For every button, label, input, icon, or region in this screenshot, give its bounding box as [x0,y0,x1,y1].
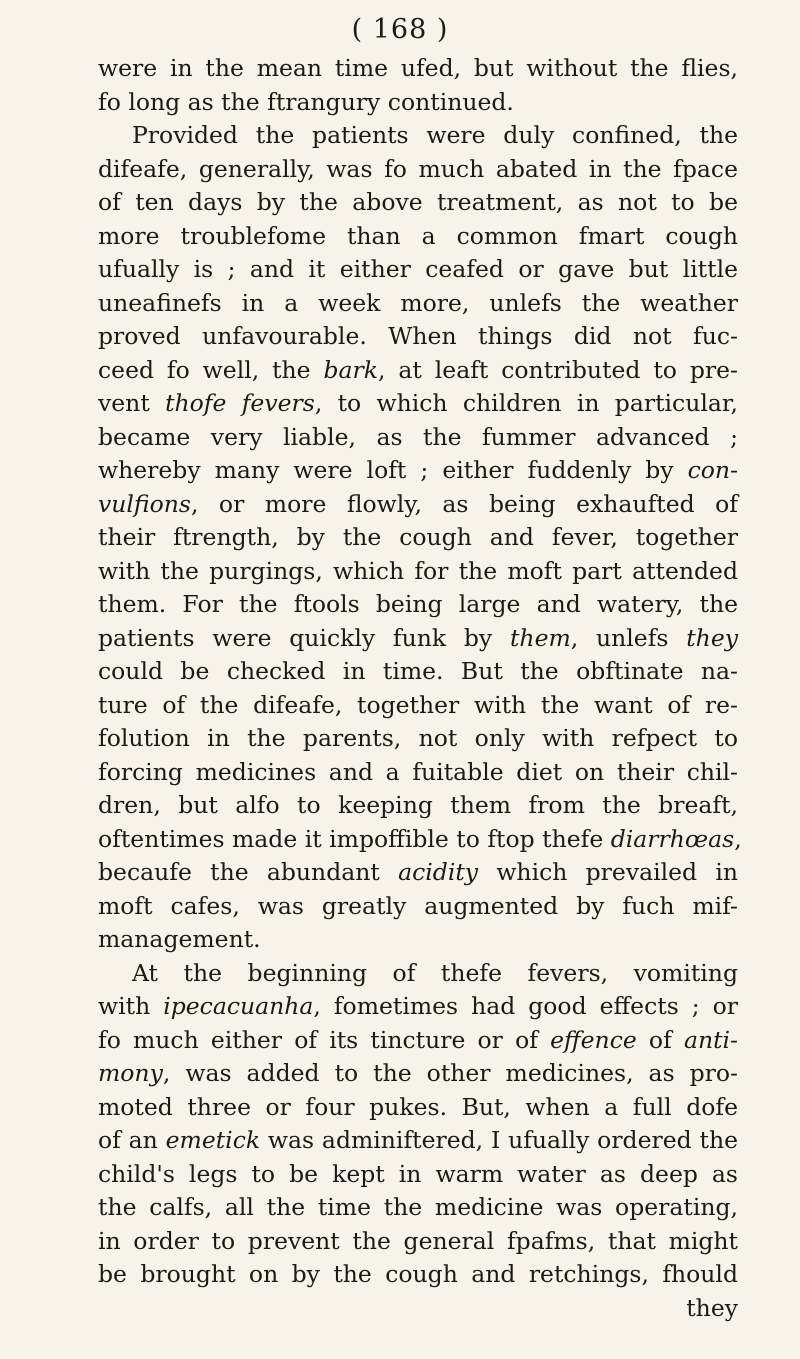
italic-word: they [686,623,738,652]
text-run: At the beginning of thefe fevers, vomiting [132,958,738,987]
text-line [98,1024,738,1058]
text-line [98,1292,738,1326]
text-line [98,990,738,1024]
text-run: were in the mean time ufed, but without the flies, [98,54,738,82]
italic-word: con- [687,456,738,484]
text-run: could be checked in time. But the obftinate na- [98,657,738,685]
text-line [98,488,738,522]
text-line [98,722,738,756]
text-line [98,320,738,354]
text-run: fo much either of its tincture or of [98,1025,551,1054]
italic-word: ipecacuanha [163,992,314,1020]
page-number: ( 168 ) [351,14,449,45]
text-line [98,1091,738,1125]
text-run: moft cafes, was greatly augmented by fuch mif- [98,891,738,920]
italic-word: them [509,623,571,652]
text-line [98,153,738,187]
text-line [98,1191,738,1225]
text-line [98,287,738,321]
text-line [98,1258,738,1292]
text-run: fo long as the ftrangury continued. [98,87,514,116]
text-line [98,421,738,455]
text-run: moted three or four pukes. But, when a full dofe [98,1092,738,1121]
text-line [98,555,738,589]
text-run: Provided the patients were duly confined, the [132,121,738,149]
text-run: , was added to the other medicines, as pro- [162,1059,738,1087]
text-line [98,86,738,120]
body-text [98,52,742,1325]
text-line [98,1225,738,1259]
text-line [98,1124,738,1158]
text-run: ceed fo well, the [98,355,324,384]
text-line [98,655,738,689]
italic-word: diarrhœas [610,824,735,853]
text-run: they [686,1293,738,1322]
italic-word: mony [98,1059,163,1087]
text-run: becaufe the abundant [98,858,399,886]
text-line [98,756,738,790]
text-run: proved unfavourable. When things did not fuc- [98,322,738,350]
text-line [98,253,738,287]
text-line [98,823,742,857]
text-line [98,220,738,254]
italic-word: effence [550,1025,637,1054]
text-run: with [98,992,164,1020]
text-line [98,1158,738,1192]
text-run: uneafinefs in a week more, unlefs the weather [98,288,738,317]
text-run: , or more flowly, as being exhaufted of [190,489,738,518]
text-line [98,52,738,86]
text-run: the calfs, all the time the medicine was operating, [98,1193,738,1221]
text-line [98,521,738,555]
text-run: management. [98,925,261,953]
text-run: difeafe, generally, was fo much abated in the fpace [98,154,738,183]
text-run: forcing medicines and a fuitable diet on their chil- [98,757,738,786]
text-line [98,119,738,153]
italic-word: anti- [683,1025,738,1054]
text-run: be brought on by the cough and retchings, fhould [98,1260,738,1288]
italic-word: bark [323,355,379,384]
text-run: of [636,1025,684,1054]
italic-word: acidity [398,858,479,886]
text-line [98,890,738,924]
italic-word: emetick [165,1126,261,1154]
text-run: , at leaft contributed to pre- [378,355,738,384]
text-run: child's legs to be kept in warm water as deep as [98,1159,738,1188]
text-run: in order to prevent the general fpafms, that might [98,1226,738,1255]
text-run: was adminiftered, I ufually ordered the [260,1126,738,1154]
text-line [98,689,738,723]
text-line [98,588,738,622]
text-run: whereby many were loft ; either fuddenly by [98,456,688,484]
text-run: patients were quickly funk by [98,623,510,652]
text-run: with the purgings, which for the moft part attended [98,556,738,585]
text-run: ture of the difeafe, together with the want of re- [98,690,738,719]
text-run: of an [98,1126,166,1154]
italic-word: thofe fevers [165,389,315,417]
text-line [98,387,738,421]
text-run: , to which children in particular, [314,389,738,417]
text-run: of ten days by the above treatment, as not to be [98,188,738,216]
italic-word: vulfions [98,489,191,518]
text-line [98,1057,738,1091]
text-run: ufually is ; and it either ceafed or gave but little [98,255,738,283]
text-line [98,622,738,656]
text-run: , fometimes had good effects ; or [313,992,738,1020]
text-line [98,923,738,957]
text-run: their ftrength, by the cough and fever, together [98,523,738,551]
text-run: them. For the ftools being large and watery, the [98,590,738,618]
text-line [98,454,738,488]
text-line [98,789,738,823]
text-run: which prevailed in [478,858,739,886]
text-run: folution in the parents, not only with refpect to [98,724,738,752]
text-line [98,354,738,388]
text-line [98,856,738,890]
text-run: oftentimes made it impoffible to ftop thefe [98,824,611,853]
text-run: , [734,824,742,853]
text-run: became very liable, as the fummer advanced ; [98,422,738,451]
text-line [98,186,738,220]
text-run: dren, but alfo to keeping them from the breaft, [98,791,738,819]
text-run: , unlefs [570,623,687,652]
text-line [98,957,738,991]
text-run: more troublefome than a common fmart cough [98,221,738,250]
text-run: vent [98,389,166,417]
